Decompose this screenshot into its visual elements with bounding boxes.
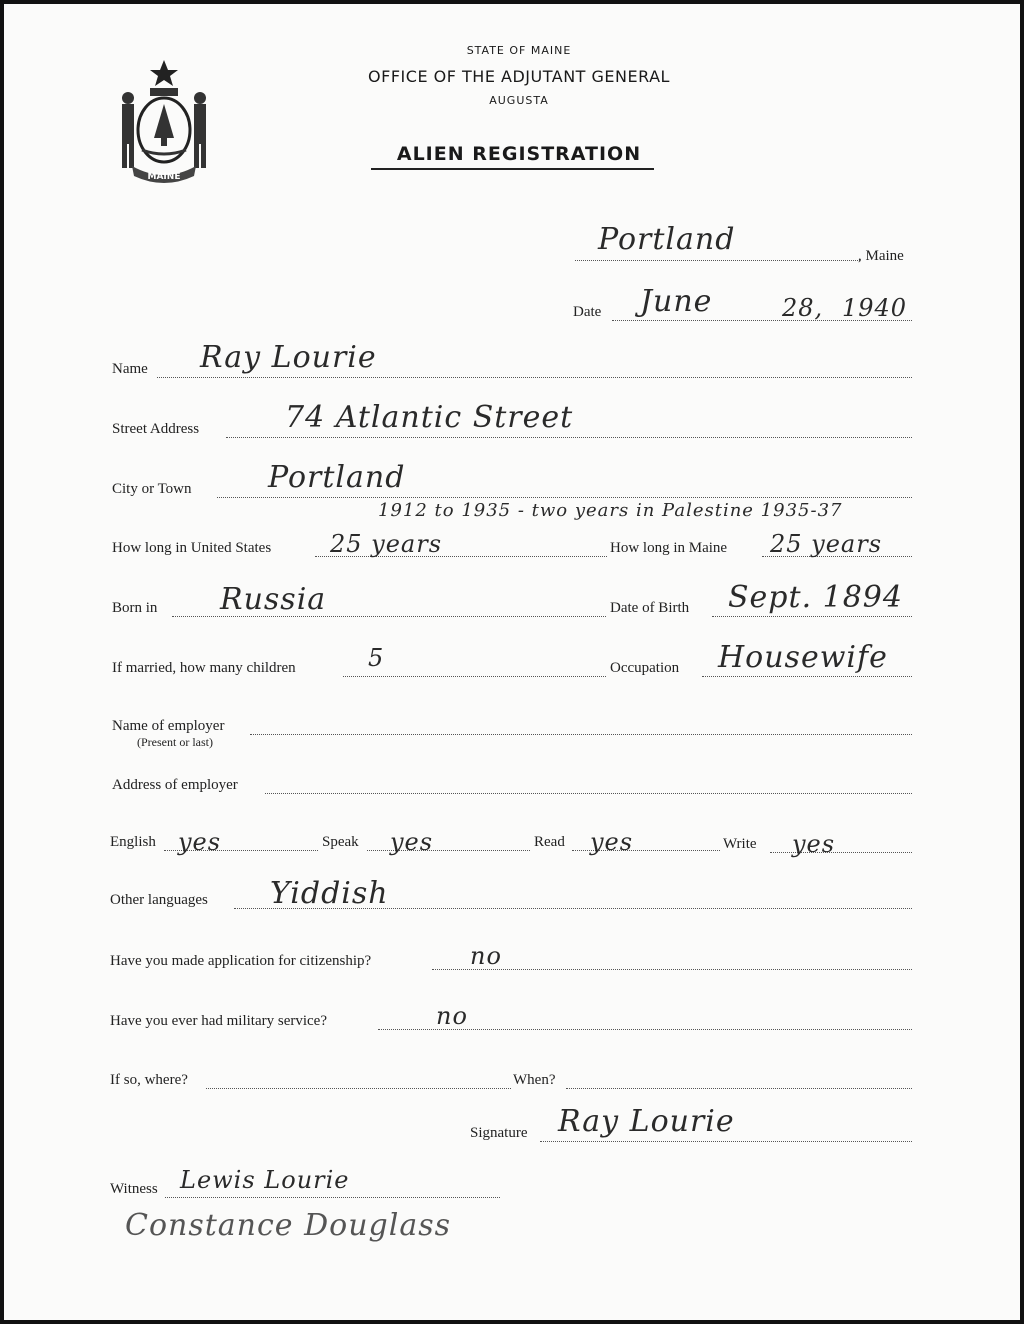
place-suffix: , Maine [858,248,904,264]
read-label: Read [534,834,565,850]
city-label: City or Town [112,481,192,497]
city-value[interactable]: Portland [268,460,406,495]
name-label: Name [112,361,148,377]
read-value[interactable]: yes [590,828,634,856]
dob-label: Date of Birth [610,600,690,616]
header-state: STATE OF MAINE [466,44,572,57]
date-day[interactable]: 28, [782,294,824,322]
english-label: English [110,834,156,850]
speak-label: Speak [322,834,359,850]
header-office: OFFICE OF THE ADJUTANT GENERAL [368,67,670,86]
children-value[interactable]: 5 [368,644,385,672]
born-in-value[interactable]: Russia [220,582,327,617]
employer-address-label: Address of employer [112,777,238,793]
how-long-maine-value[interactable]: 25 years [770,530,883,558]
place-line [575,260,860,261]
date-month[interactable]: June [640,284,713,319]
occupation-label: Occupation [610,660,680,676]
date-year[interactable]: 1940 [842,294,908,322]
where-label: If so, where? [110,1072,188,1088]
speak-value[interactable]: yes [390,828,434,856]
dob-line [712,616,912,617]
street-value[interactable]: 74 Atlantic Street [285,400,574,435]
residence-note[interactable]: 1912 to 1935 - two years in Palestine 1935-37 [378,500,843,521]
witness-value[interactable]: Lewis Lourie [180,1166,350,1194]
citizenship-label: Have you made application for citizenship? [110,953,372,969]
dob-value[interactable]: Sept. 1894 [728,580,903,615]
employer-address-line[interactable] [265,793,912,794]
military-value[interactable]: no [436,1002,468,1030]
employer-sublabel: (Present or last) [137,735,213,749]
when-label: When? [513,1072,556,1088]
date-label: Date [573,304,602,320]
occupation-line [702,676,912,677]
born-in-label: Born in [112,600,158,616]
how-long-us-value[interactable]: 25 years [330,530,443,558]
place-value[interactable]: Portland [598,222,736,257]
write-value[interactable]: yes [792,830,836,858]
employer-label: Name of employer [112,718,225,734]
witness-label: Witness [110,1181,158,1197]
other-languages-label: Other languages [110,892,208,908]
signature-value[interactable]: Ray Lourie [558,1104,735,1139]
header-city: AUGUSTA [489,94,549,107]
when-line[interactable] [566,1088,912,1089]
citizenship-value[interactable]: no [470,942,502,970]
seal-banner: MAINE [147,172,181,182]
city-line [217,497,912,498]
name-value[interactable]: Ray Lourie [200,340,377,375]
english-value[interactable]: yes [178,828,222,856]
citizenship-line [432,969,912,970]
occupation-value[interactable]: Housewife [718,640,888,675]
name-line [157,377,912,378]
children-line [343,676,606,677]
employer-line[interactable] [250,734,912,735]
how-long-maine-label: How long in Maine [610,540,728,556]
other-languages-value[interactable]: Yiddish [270,876,389,911]
signature-label: Signature [470,1125,528,1141]
witness-line [165,1197,500,1198]
military-label: Have you ever had military service? [110,1013,327,1029]
witness-second-value[interactable]: Constance Douglass [125,1208,451,1243]
signature-line [540,1141,912,1142]
children-label: If married, how many children [112,660,296,676]
street-line [226,437,912,438]
where-line[interactable] [206,1088,511,1089]
street-label: Street Address [112,421,200,437]
form-title: ALIEN REGISTRATION [396,143,642,165]
title-underline [371,168,654,170]
write-label: Write [723,836,757,852]
how-long-us-label: How long in United States [112,540,272,556]
